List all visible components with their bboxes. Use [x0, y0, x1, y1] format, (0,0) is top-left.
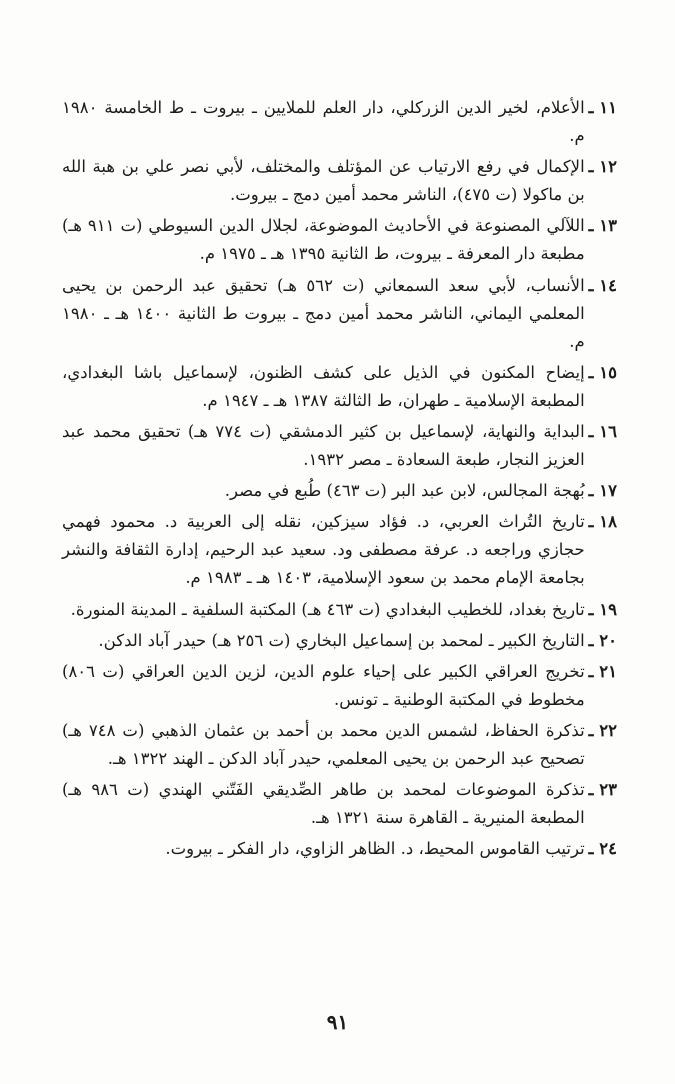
reference-text: تاريخ التُراث العربي، د. فؤاد سيزكين، نقله إلى العربية د. محمود فهمي حجازي وراجعه د. عرفة مصطفى ود. سعيد عبد الرحيم، إدارة الثقافة والنشر بجامعة الإمام محمد بن سعود الإسلامية، ١٤٠٣ هـ ـ ١٩٨٣ م. [62, 512, 585, 588]
reference-number: ١٣ ـ [588, 216, 617, 236]
reference-number: ١٢ ـ [588, 157, 617, 177]
reference-text: تذكرة الحفاظ، لشمس الدين محمد بن أحمد بن عثمان الذهبي (ت ٧٤٨ هـ) تصحيح عبد الرحمن بن يحيى المعلمي، حيدر آباد الدكن ـ الهند ١٣٢٢ هـ. [62, 721, 585, 769]
reference-item [62, 94, 617, 150]
reference-number: ١٦ ـ [588, 421, 617, 441]
reference-number: ١٧ ـ [588, 481, 617, 501]
reference-item [62, 212, 617, 268]
reference-text: الأعلام، لخير الدين الزركلي، دار العلم للملايين ـ بيروت ـ ط الخامسة ١٩٨٠ م. [62, 98, 585, 145]
reference-text: اللآلي المصنوعة في الأحاديث الموضوعة، لجلال الدين السيوطي (ت ٩١١ هـ) مطبعة دار المعرفة ـ بيروت، ط الثانية ١٣٩٥ هـ ـ ١٩٧٥ م. [62, 216, 585, 264]
reference-item [62, 658, 617, 714]
reference-number: ١٤ ـ [588, 275, 617, 295]
reference-item [62, 776, 617, 832]
reference-text: تذكرة الموضوعات لمحمد بن طاهر الصِّديقي الفَتّني الهندي (ت ٩٨٦ هـ) المطبعة المنيرية ـ القاهرة سنة ١٣٢١ هـ. [62, 780, 585, 828]
reference-number: ٢١ ـ [588, 661, 617, 681]
reference-number: ١٨ ـ [588, 512, 617, 532]
reference-text: الأنساب، لأبي سعد السمعاني (ت ٥٦٢ هـ) تحقيق عبد الرحمن بن يحيى المعلمي اليماني، الناشر محمد أمين دمج ـ بيروت ط الثانية ١٤٠٠ هـ ـ ١٩٨٠ م. [62, 275, 585, 351]
reference-item [62, 596, 617, 624]
reference-item [62, 477, 617, 505]
reference-number: ٢٠ ـ [588, 630, 617, 650]
reference-text: التاريخ الكبير ـ لمحمد بن إسماعيل البخاري (ت ٢٥٦ هـ) حيدر آباد الدكن. [98, 630, 585, 650]
reference-text: ترتيب القاموس المحيط، د. الظاهر الزاوي، دار الفكر ـ بيروت. [165, 839, 585, 859]
reference-text: تاريخ بغداد، للخطيب البغدادي (ت ٤٦٣ هـ) المكتبة السلفية ـ المدينة المنورة. [70, 599, 585, 619]
reference-item [62, 508, 617, 592]
page-number: ٩١ [326, 1010, 349, 1034]
reference-item [62, 717, 617, 773]
reference-number: ١١ ـ [588, 98, 617, 117]
reference-text: إيضاح المكنون في الذيل على كشف الظنون، لإسماعيل باشا البغدادي، المطبعة الإسلامية ـ طهران، ط الثالثة ١٣٨٧ هـ ـ ١٩٤٧ م. [62, 362, 585, 410]
reference-list [62, 94, 617, 867]
reference-number: ١٥ ـ [588, 362, 617, 382]
reference-item [62, 153, 617, 209]
reference-text: تخريج العراقي الكبير على إحياء علوم الدين، لزين الدين العراقي (ت ٨٠٦) مخطوط في المكتبة الوطنية ـ تونس. [62, 661, 585, 709]
reference-item [62, 359, 617, 415]
reference-number: ٢٤ ـ [588, 839, 617, 859]
reference-number: ١٩ ـ [588, 599, 617, 619]
reference-item [62, 418, 617, 474]
reference-item [62, 835, 617, 863]
reference-item [62, 272, 617, 356]
reference-number: ٢٢ ـ [588, 721, 617, 741]
reference-number: ٢٣ ـ [588, 780, 617, 800]
reference-text: بُهجة المجالس، لابن عبد البر (ت ٤٦٣) طُبع في مصر. [224, 481, 585, 501]
reference-item [62, 627, 617, 655]
reference-text: الإكمال في رفع الارتياب عن المؤتلف والمختلف، لأبي نصر علي بن هبة الله بن ماكولا (ت ٤٧٥)، الناشر محمد أمين دمج ـ بيروت. [62, 157, 585, 205]
reference-text: البداية والنهاية، لإسماعيل بن كثير الدمشقي (ت ٧٧٤ هـ) تحقيق محمد عبد العزيز النجار، طبعة السعادة ـ مصر ١٩٣٢. [62, 421, 585, 469]
